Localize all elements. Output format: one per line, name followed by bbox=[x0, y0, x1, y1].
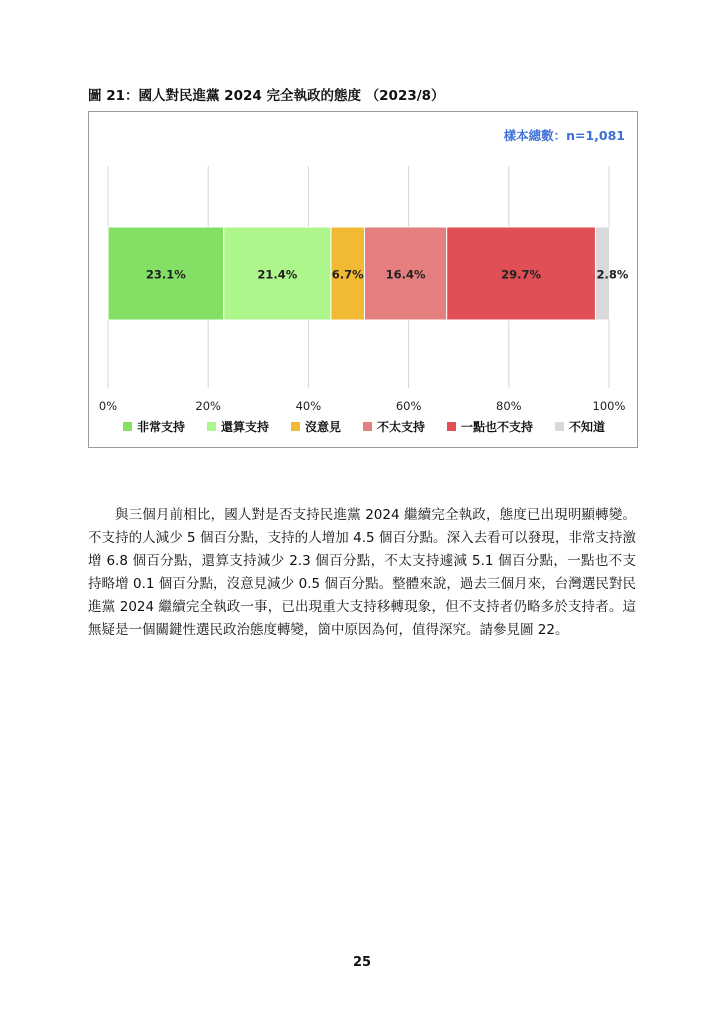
x-tick-label: 60% bbox=[395, 399, 422, 413]
legend-swatch bbox=[447, 422, 456, 431]
figure-title: 圖 21：國人對民進黨 2024 完全執政的態度 （2023/8） bbox=[88, 88, 445, 104]
sample-size-label: 樣本總數：n=1,081 bbox=[503, 128, 625, 143]
data-label: 16.4% bbox=[385, 267, 426, 282]
legend-label: 一點也不支持 bbox=[461, 420, 534, 434]
x-tick-label: 0% bbox=[98, 399, 118, 413]
x-tick-label: 20% bbox=[195, 399, 221, 413]
legend-item bbox=[555, 418, 605, 435]
legend-item bbox=[123, 418, 185, 435]
legend-label: 不太支持 bbox=[377, 420, 426, 434]
stacked-bar-chart bbox=[89, 112, 639, 449]
data-label: 2.8% bbox=[596, 267, 629, 282]
legend-label: 不知道 bbox=[569, 420, 606, 434]
data-label: 21.4% bbox=[257, 267, 298, 282]
x-tick-label: 80% bbox=[496, 399, 522, 413]
legend-item bbox=[207, 418, 269, 435]
legend-item bbox=[363, 418, 425, 435]
legend-label: 還算支持 bbox=[220, 420, 269, 434]
x-tick-label: 40% bbox=[295, 399, 322, 413]
body-paragraph: 與三個月前相比，國人對是否支持民進黨 2024 繼續完全執政，態度已出現明顯轉變。不支持的人減少 5 個百分點，支持的人增加 4.5 個百分點。深入去看可以發現，非常支持激增 6.8 個百分點，還算支持減少 2.3 個百分點，不太支持遽減 5.1 個百分點，一點也不支持略增 0.1 個百分點，沒意見減少 0.5 個百分點。整體來說，過去三個月來，台灣選民對民進黨 2024 繼續完全執政一事，已出現重大支持移轉現象，但不支持者仍略多於支持者。這無疑是一個關鍵性選民政治態度轉變，箇中原因為何，值得深究。請參見圖 22。 bbox=[88, 507, 636, 638]
legend-swatch bbox=[291, 422, 300, 431]
data-label: 29.7% bbox=[501, 267, 542, 282]
legend-swatch bbox=[123, 422, 132, 431]
data-label: 6.7% bbox=[331, 267, 364, 282]
x-tick-label: 100% bbox=[592, 399, 626, 413]
legend-item bbox=[447, 418, 533, 435]
chart-legend bbox=[89, 418, 639, 435]
chart-container bbox=[88, 111, 638, 448]
legend-swatch bbox=[555, 422, 564, 431]
page-number: 25 bbox=[352, 955, 372, 970]
data-label: 23.1% bbox=[145, 267, 186, 282]
legend-swatch bbox=[363, 422, 372, 431]
legend-swatch bbox=[207, 422, 216, 431]
legend-label: 沒意見 bbox=[304, 420, 341, 434]
legend-item bbox=[291, 418, 341, 435]
legend-label: 非常支持 bbox=[136, 420, 185, 434]
